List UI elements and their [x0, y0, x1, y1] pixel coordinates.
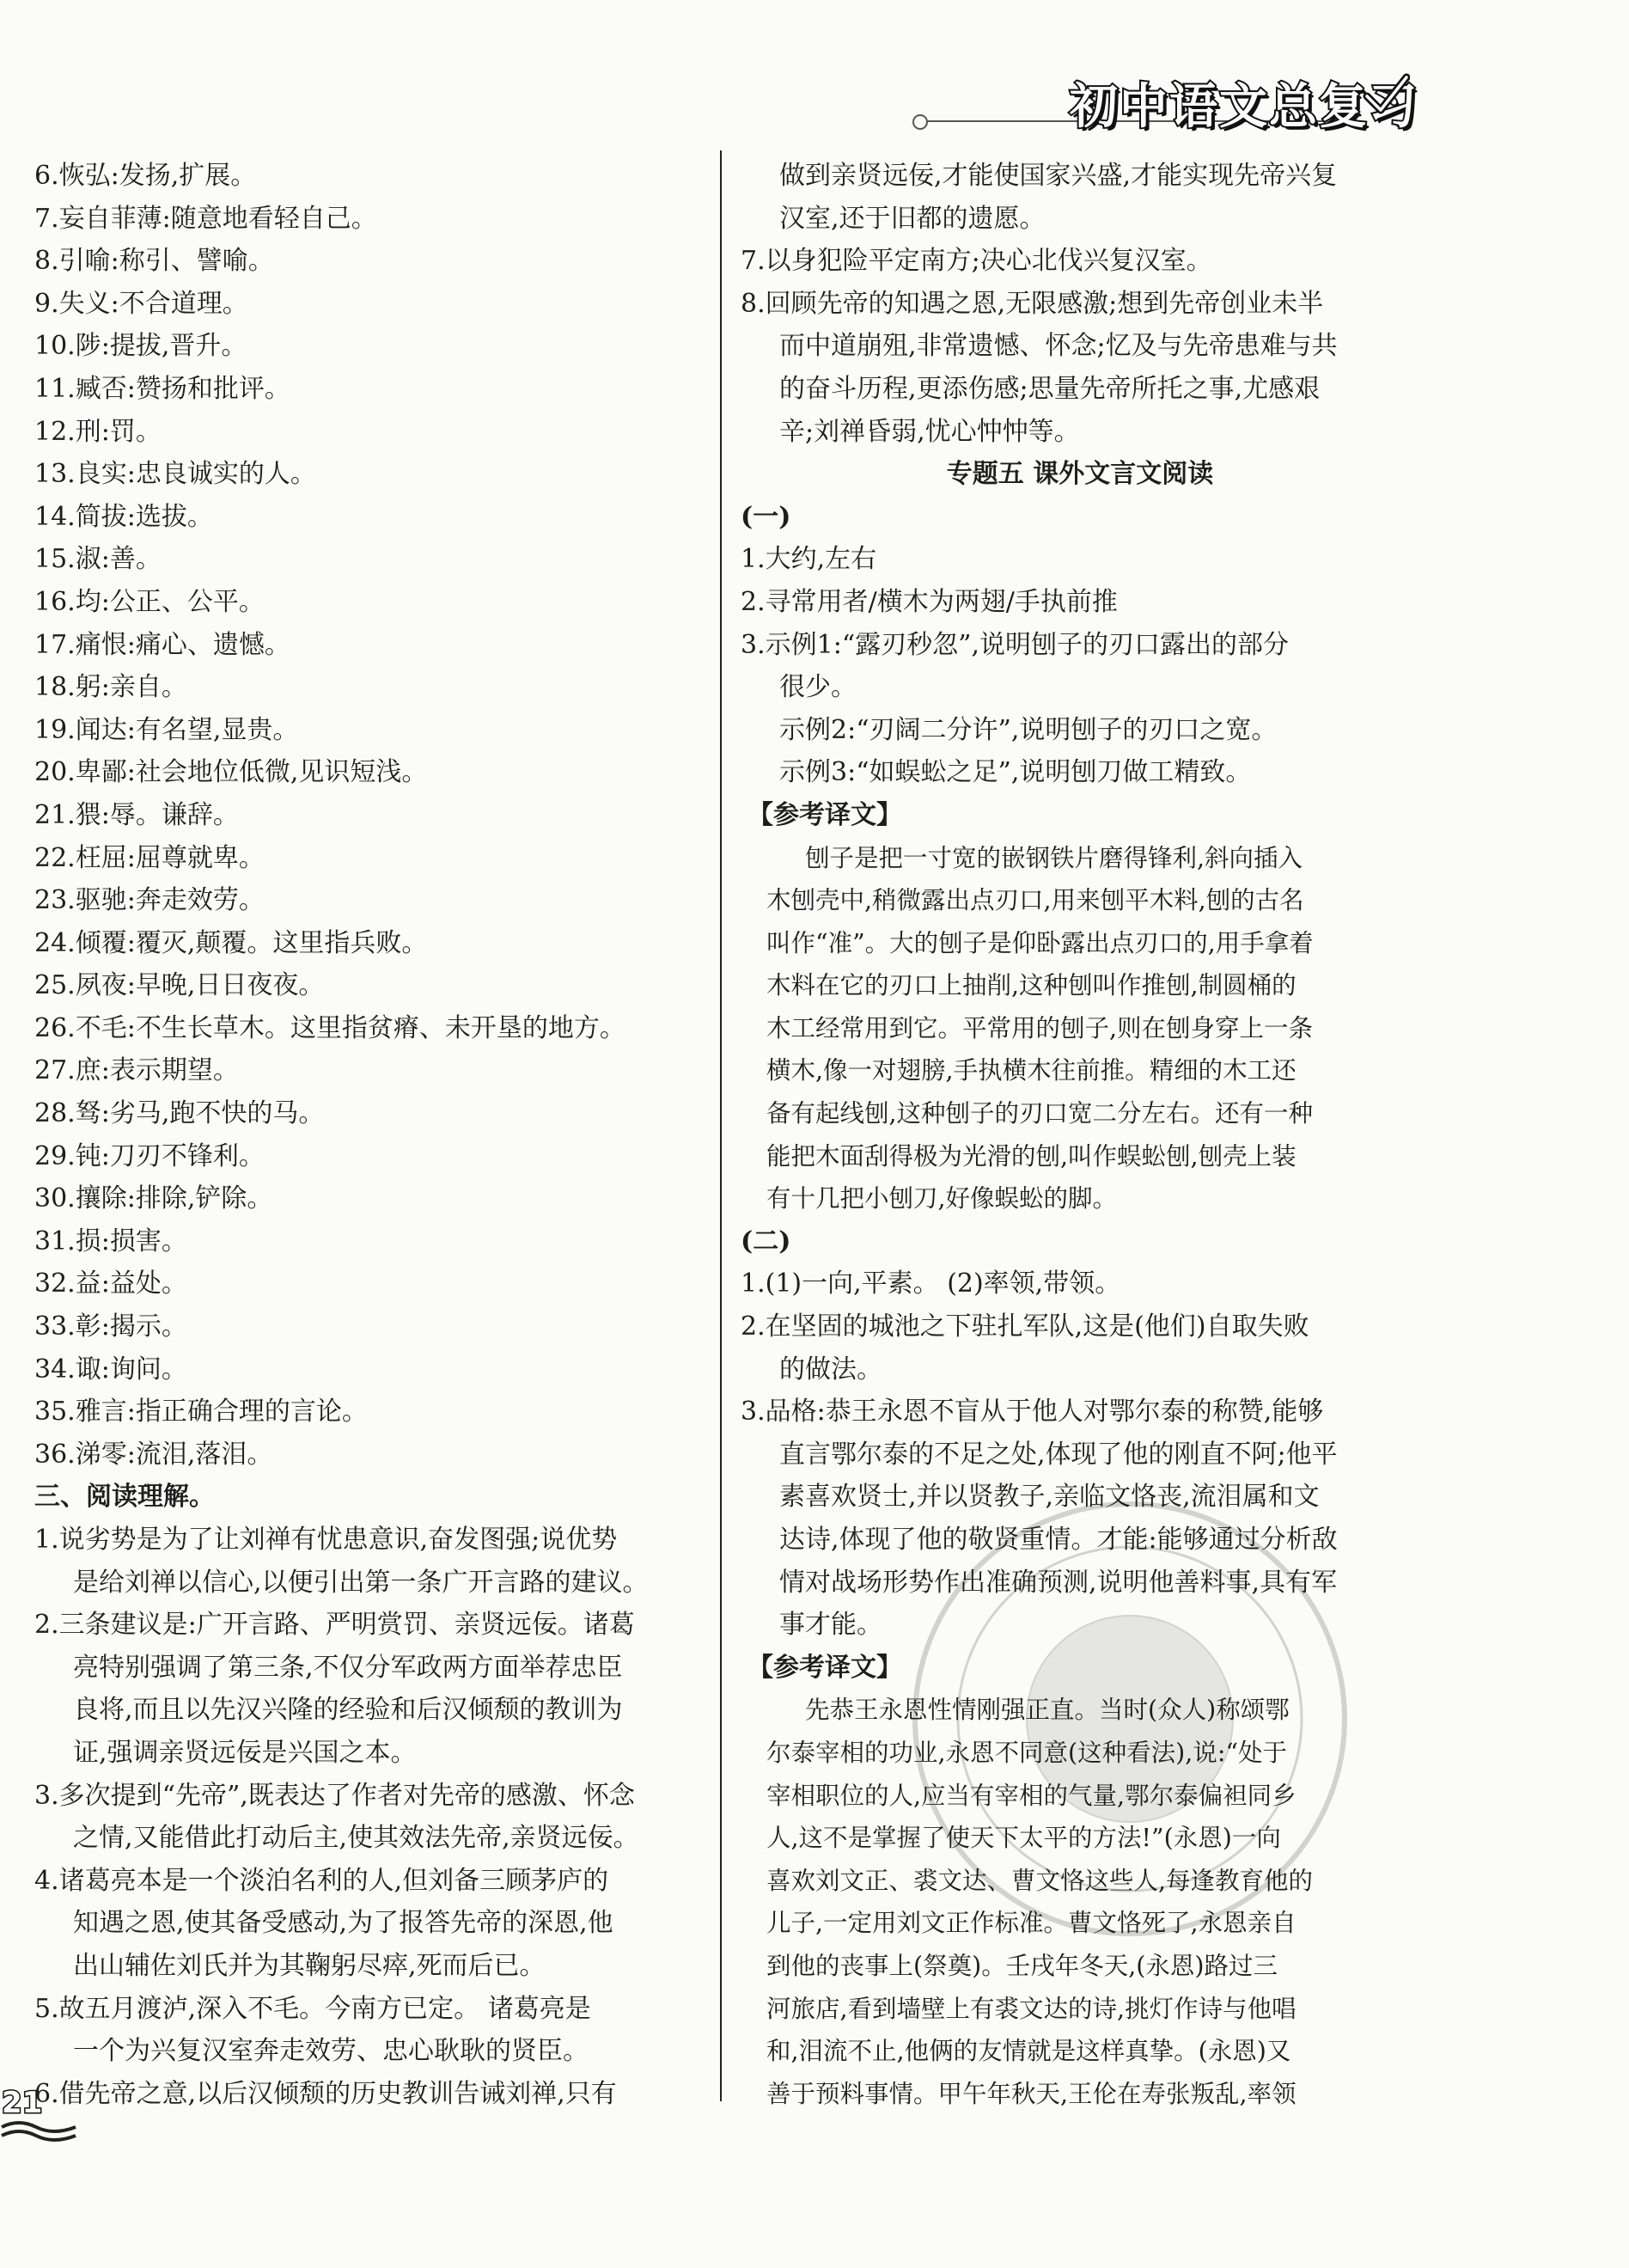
text-line: 达诗,体现了他的敬贤重情。才能:能够通过分析敌: [779, 1525, 1338, 1555]
text-line: 1.大约,左右: [741, 544, 877, 575]
text-line: 3.多次提到“先帝”,既表达了作者对先帝的感激、怀念: [34, 1780, 635, 1811]
text-line: 4.诸葛亮本是一个淡泊名利的人,但刘备三顾茅庐的: [34, 1865, 609, 1896]
text-line: 木工经常用到它。平常用的刨子,则在刨身穿上一条: [766, 1013, 1314, 1042]
text-line: 7.以身犯险平定南方;决心北伐兴复汉室。: [741, 246, 1212, 277]
text-line: 9.失义:不合道理。: [34, 288, 248, 319]
text-line: 证,强调亲贤远佞是兴国之本。: [73, 1737, 417, 1768]
text-line: 示例2:“刃阔二分许”,说明刨子的刃口之宽。: [779, 714, 1278, 745]
text-line: 有十几把小刨刀,好像蜈蚣的脚。: [766, 1184, 1118, 1213]
text-line: 木刨壳中,稍微露出点刃口,用来刨平木料,刨的古名: [766, 886, 1304, 915]
text-line: 的做法。: [779, 1354, 882, 1385]
text-line: 16.均:公正、公平。: [34, 586, 265, 617]
text-line: 河旅店,看到墙壁上有裘文达的诗,挑灯作诗与他唱: [766, 1994, 1296, 2023]
wave-icon: [0, 2118, 77, 2144]
text-line: 25.夙夜:早晚,日日夜夜。: [34, 970, 325, 1001]
text-line: 叫作“准”。大的刨子是仰卧露出点刃口的,用手拿着: [766, 928, 1314, 957]
text-line: 良将,而且以先汉兴隆的经验和后汉倾颓的教训为: [73, 1695, 623, 1726]
text-line: 2.在坚固的城池之下驻扎军队,这是(他们)自取失败: [741, 1311, 1309, 1342]
text-line: 2.寻常用者/横木为两翅/手执前推: [741, 586, 1118, 617]
text-line: 1.(1)一向,平素。 (2)率领,带领。: [741, 1268, 1121, 1299]
text-line: 23.驱驰:奔走效劳。: [34, 885, 265, 916]
right-column: [741, 155, 1419, 2115]
text-line: 横木,像一对翅膀,手执横木往前推。精细的木工还: [766, 1056, 1296, 1085]
text-line: 17.痛恨:痛心、遗憾。: [34, 629, 290, 660]
text-line: 直言鄂尔泰的不足之处,体现了他的刚直不阿;他平: [779, 1439, 1338, 1470]
text-line: 12.刑:罚。: [34, 416, 162, 447]
text-line: 24.倾覆:覆灭,颠覆。这里指兵败。: [34, 927, 428, 958]
subsection-label: (二): [741, 1226, 791, 1256]
text-line: 情对战场形势作出准确预测,说明他善料事,具有军: [779, 1567, 1338, 1598]
text-line: 尔泰宰相的功业,永恩不同意(这种看法),说:“处于: [766, 1738, 1288, 1767]
text-line: 能把木面刮得极为光滑的刨,叫作蜈蚣刨,刨壳上装: [766, 1141, 1296, 1171]
text-line: 备有起线刨,这种刨子的刃口宽二分左右。还有一种: [766, 1099, 1314, 1128]
reference-translation-heading: 【参考译文】: [747, 1652, 902, 1683]
text-line: 善于预料事情。甲午年秋天,王伦在寿张叛乱,率领: [766, 2079, 1296, 2108]
text-line: 7.妄自菲薄:随意地看轻自己。: [34, 203, 377, 234]
text-line: 到他的丧事上(祭奠)。壬戌年冬天,(永恩)路过三: [766, 1951, 1278, 1980]
text-line: 知遇之恩,使其备受感动,为了报答先帝的深恩,他: [73, 1908, 613, 1939]
text-line: 19.闻达:有名望,显贵。: [34, 714, 299, 745]
column-divider: [720, 150, 722, 2101]
text-line: 15.淑:善。: [34, 544, 162, 575]
text-line: 3.示例1:“露刃秒忽”,说明刨子的刃口露出的部分: [741, 629, 1290, 660]
text-line: 出山辅佐刘氏并为其鞠躬尽瘁,死而后已。: [73, 1950, 546, 1981]
text-line: 1.说劣势是为了让刘禅有忧患意识,奋发图强;说优势: [34, 1525, 618, 1555]
text-line: 6.恢弘:发扬,扩展。: [34, 161, 257, 191]
text-line: 31.损:损害。: [34, 1226, 187, 1256]
text-line: 26.不毛:不生长草木。这里指贫瘠、未开垦的地方。: [34, 1012, 625, 1043]
text-line: 之情,又能借此打动后主,使其效法先帝,亲贤远佞。: [73, 1823, 639, 1854]
text-line: 事才能。: [779, 1610, 882, 1641]
text-line: 32.益:益处。: [34, 1268, 187, 1299]
text-line: 2.三条建议是:广开言路、严明赏罚、亲贤远佞。诸葛: [34, 1610, 635, 1641]
header-rule-dot: [912, 114, 928, 130]
text-line: 亮特别强调了第三条,不仅分军政两方面举荐忠臣: [73, 1652, 623, 1683]
text-line: 21.猥:辱。谦辞。: [34, 799, 239, 830]
text-line: 做到亲贤远佞,才能使国家兴盛,才能实现先帝兴复: [779, 161, 1338, 191]
text-line: 儿子,一定用刘文正作标准。曹文恪死了,永恩亲自: [766, 1909, 1296, 1938]
page-number-badge: [0, 2084, 69, 2144]
text-line: 29.钝:刀刃不锋利。: [34, 1140, 265, 1171]
checkmark-icon: [1362, 70, 1410, 119]
text-line: 30.攘除:排除,铲除。: [34, 1183, 273, 1214]
text-line: 人,这不是掌握了使天下太平的方法!”(永恩)一向: [766, 1824, 1281, 1853]
section-title: 专题五 课外文言文阅读: [946, 459, 1214, 490]
text-line: 28.驽:劣马,跑不快的马。: [34, 1098, 325, 1129]
text-line: 10.陟:提拔,晋升。: [34, 331, 247, 362]
text-line: 3.品格:恭王永恩不盲从于他人对鄂尔泰的称赞,能够: [741, 1397, 1324, 1427]
text-line: 22.枉屈:屈尊就卑。: [34, 842, 265, 873]
section-heading: 三、阅读理解。: [34, 1482, 215, 1513]
text-line: 36.涕零:流泪,落泪。: [34, 1439, 273, 1470]
text-line: 一个为兴复汉室奔走效劳、忠心耿耿的贤臣。: [73, 2036, 589, 2067]
page-number: 21: [2, 2086, 43, 2120]
text-line: 宰相职位的人,应当有宰相的气量,鄂尔泰偏袒同乡: [766, 1781, 1296, 1810]
text-line: 很少。: [779, 672, 857, 703]
translation-block: [741, 837, 1419, 1220]
text-line: 8.引喻:称引、譬喻。: [34, 246, 274, 277]
text-line: 木料在它的刃口上抽削,这种刨叫作推刨,制圆桶的: [766, 971, 1296, 1000]
text-line: 35.雅言:指正确合理的言论。: [34, 1397, 368, 1427]
text-line: 和,泪流不止,他俩的友情就是这样真挚。(永恩)又: [766, 2037, 1291, 2066]
text-line: 刨子是把一寸宽的嵌钢铁片磨得锋利,斜向插入: [805, 843, 1303, 872]
text-line: 先恭王永恩性情刚强正直。当时(众人)称颂鄂: [805, 1696, 1290, 1725]
text-line: 喜欢刘文正、裘文达、曹文恪这些人,每逢教育他的: [766, 1866, 1314, 1895]
left-column: [34, 155, 700, 2115]
text-line: 素喜欢贤士,并以贤教子,亲临文恪丧,流泪属和文: [779, 1482, 1320, 1513]
text-line: 是给刘禅以信心,以便引出第一条广开言路的建议。: [73, 1567, 649, 1598]
text-line: 6.借先帝之意,以后汉倾颓的历史教训告诫刘禅,只有: [34, 2078, 617, 2109]
text-line: 34.诹:询问。: [34, 1354, 187, 1385]
text-line: 27.庶:表示期望。: [34, 1055, 239, 1086]
subsection-label: (一): [741, 501, 791, 532]
text-line: 而中道崩殂,非常遗憾、怀念;忆及与先帝患难与共: [779, 331, 1338, 362]
text-line: 13.良实:忠良诚实的人。: [34, 459, 316, 490]
text-line: 5.故五月渡泸,深入不毛。今南方已定。 诸葛亮是: [34, 1993, 591, 2024]
text-line: 8.回顾先帝的知遇之恩,无限感激;想到先帝创业未半: [741, 288, 1324, 319]
text-line: 20.卑鄙:社会地位低微,见识短浅。: [34, 757, 428, 788]
reference-translation-heading: 【参考译文】: [747, 799, 902, 830]
text-line: 汉室,还于旧都的遗愿。: [779, 203, 1046, 234]
text-line: 的奋斗历程,更添伤感;思量先帝所托之事,尤感艰: [779, 373, 1321, 404]
text-line: 示例3:“如蜈蚣之足”,说明刨刀做工精致。: [779, 757, 1252, 788]
text-line: 33.彰:揭示。: [34, 1311, 187, 1342]
text-line: 辛;刘禅昏弱,忧心忡忡等。: [779, 416, 1080, 447]
text-line: 11.臧否:赞扬和批评。: [34, 373, 290, 404]
text-line: 14.简拔:选拔。: [34, 501, 213, 532]
book-title: 初中语文总复习: [1070, 79, 1419, 135]
translation-block: [741, 1689, 1419, 2115]
text-line: 18.躬:亲自。: [34, 672, 187, 703]
